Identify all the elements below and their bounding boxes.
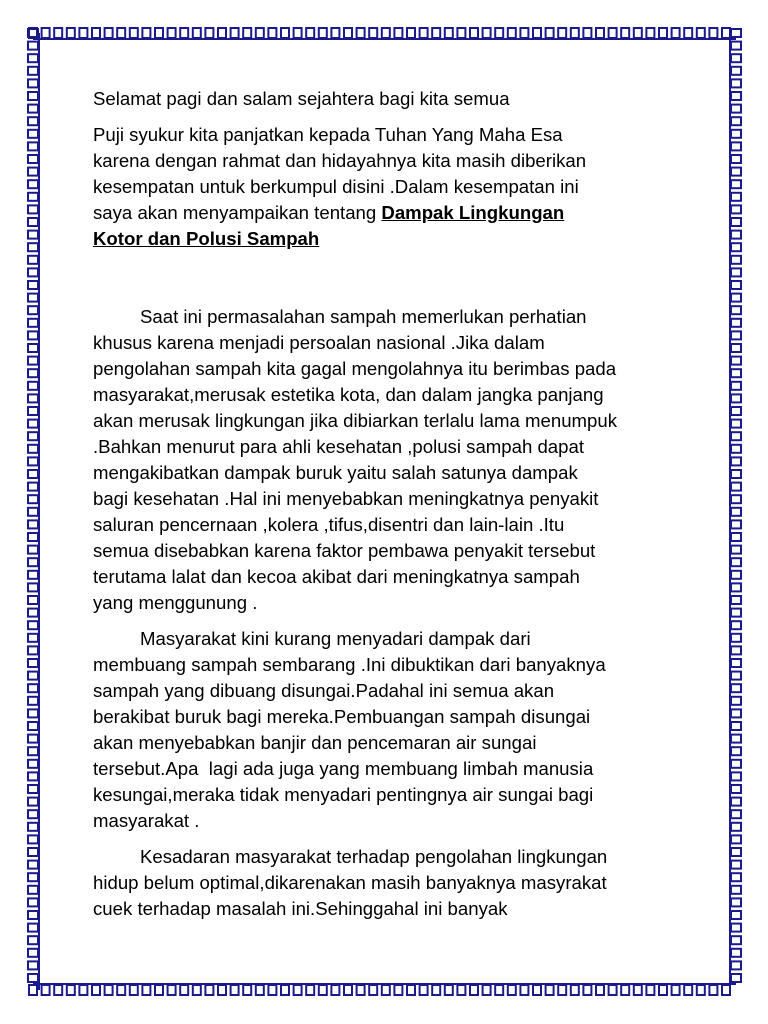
paragraph-2-line-6: tersebut.Apa lagi ada juga yang membuang limbah manusia bbox=[93, 758, 594, 779]
paragraph-1-line-2: khusus karena menjadi persoalan nasional .Jika dalam bbox=[93, 332, 545, 353]
paragraph-2-line-7: kesungai,meraka tidak menyadari pentingnya air sungai bagi bbox=[93, 784, 594, 805]
paragraph-1-line-12: yang menggunung . bbox=[93, 592, 258, 613]
intro-line-4 bbox=[93, 200, 683, 226]
paragraph-1-line-10: semua disebabkan karena faktor pembawa penyakit tersebut bbox=[93, 540, 596, 561]
paragraph-1-line-1: Saat ini permasalahan sampah memerlukan perhatian bbox=[140, 306, 587, 327]
paragraph-3-line-1: Kesadaran masyarakat terhadap pengolahan lingkungan bbox=[140, 846, 608, 867]
document-body bbox=[93, 86, 683, 922]
paragraph-1-line-9: saluran pencernaan ,kolera ,tifus,disentri dan lain-lain .Itu bbox=[93, 514, 565, 535]
intro-paragraph bbox=[93, 122, 683, 252]
paragraph-2 bbox=[93, 626, 683, 834]
topic-title-part-1: Dampak Lingkungan bbox=[381, 202, 565, 223]
intro-line-2: karena dengan rahmat dan hidayahnya kita masih diberikan bbox=[93, 150, 587, 171]
paragraph-2-line-8: masyarakat . bbox=[93, 810, 200, 831]
greeting-line: Selamat pagi dan salam sejahtera bagi kita semua bbox=[93, 88, 510, 109]
paragraph-2-line-1: Masyarakat kini kurang menyadari dampak dari bbox=[140, 628, 531, 649]
paragraph-1 bbox=[93, 304, 683, 616]
paragraph-1-line-8: bagi kesehatan .Hal ini menyebabkan meningkatnya penyakit bbox=[93, 488, 599, 509]
intro-line-3: kesempatan untuk berkumpul disini .Dalam kesempatan ini bbox=[93, 176, 579, 197]
paragraph-3-line-2: hidup belum optimal,dikarenakan masih banyaknya masyrakat bbox=[93, 872, 607, 893]
paragraph-1-line-3: pengolahan sampah kita gagal mengolahnya itu berimbas pada bbox=[93, 358, 617, 379]
paragraph-2-line-3: sampah yang dibuang disungai.Padahal ini semua akan bbox=[93, 680, 555, 701]
intro-line-1: Puji syukur kita panjatkan kepada Tuhan Yang Maha Esa bbox=[93, 124, 563, 145]
paragraph-2-line-2: membuang sampah sembarang .Ini dibuktikan dari banyaknya bbox=[93, 654, 606, 675]
paragraph-1-line-11: terutama lalat dan kecoa akibat dari meningkatnya sampah bbox=[93, 566, 580, 587]
paragraph-1-line-5: akan merusak lingkungan jika dibiarkan terlalu lama menumpuk bbox=[93, 410, 618, 431]
paragraph-3 bbox=[93, 844, 683, 922]
topic-title-part-2: Kotor dan Polusi Sampah bbox=[93, 228, 320, 249]
intro-line-4-text: saya akan menyampaikan tentang bbox=[93, 202, 382, 223]
intro-line-5 bbox=[93, 226, 683, 252]
paragraph-3-line-3: cuek terhadap masalah ini.Sehinggahal ini banyak bbox=[93, 898, 508, 919]
paragraph-1-line-6: .Bahkan menurut para ahli kesehatan ,polusi sampah dapat bbox=[93, 436, 584, 457]
paragraph-1-line-7: mengakibatkan dampak buruk yaitu salah satunya dampak bbox=[93, 462, 578, 483]
paragraph-1-line-4: masyarakat,merusak estetika kota, dan dalam jangka panjang bbox=[93, 384, 604, 405]
paragraph-2-line-4: berakibat buruk bagi mereka.Pembuangan sampah disungai bbox=[93, 706, 591, 727]
paragraph-2-line-5: akan menyebabkan banjir dan pencemaran air sungai bbox=[93, 732, 537, 753]
